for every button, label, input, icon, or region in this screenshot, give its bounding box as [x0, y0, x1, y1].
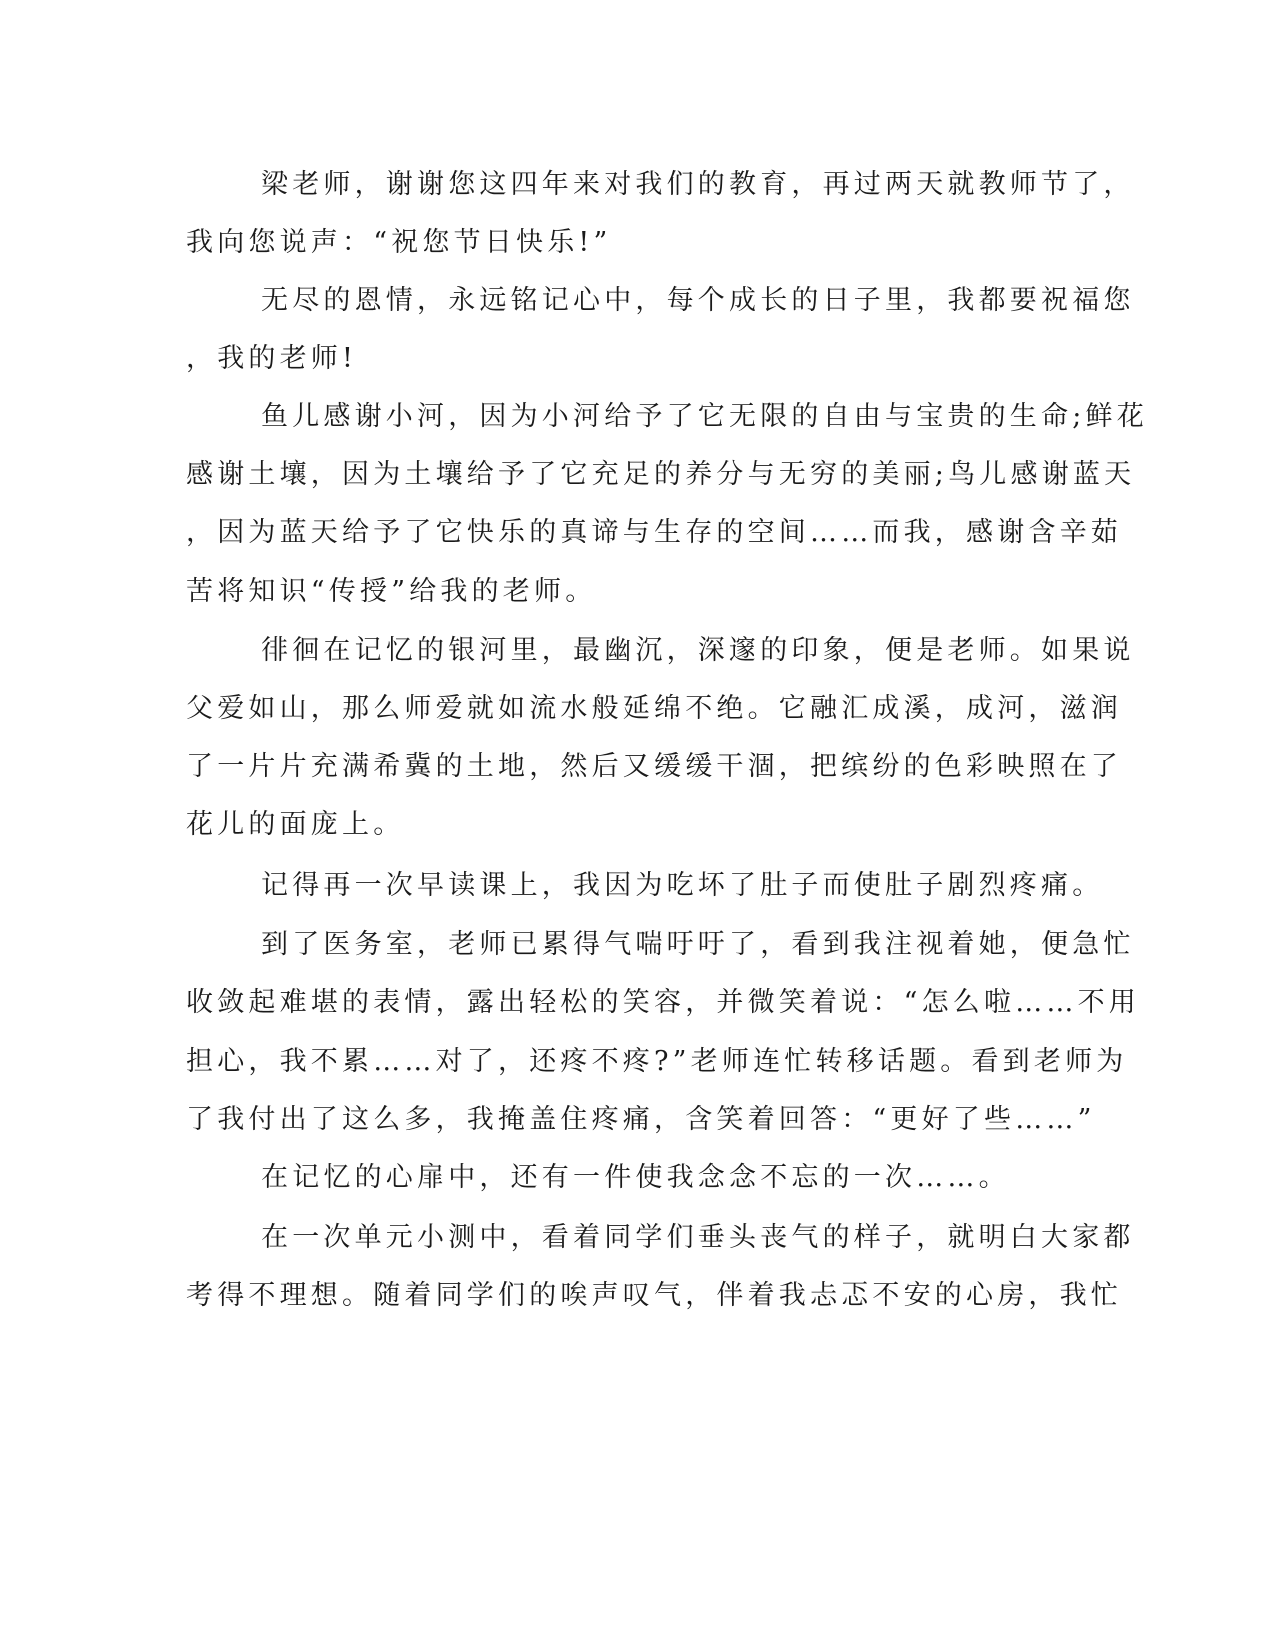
text-line: 记得再一次早读课上，我因为吃坏了肚子而使肚子剧烈疼痛。 [261, 870, 1104, 901]
text-line: 苦将知识“传授”给我的老师。 [186, 576, 597, 607]
text-line: 感谢土壤，因为土壤给予了它充足的养分与无穷的美丽;鸟儿感谢蓝天 [186, 459, 1136, 490]
text-line: ，因为蓝天给予了它快乐的真谛与生存的空间……而我，感谢含辛茹 [186, 517, 1122, 548]
text-line: 在记忆的心扉中，还有一件使我念念不忘的一次……。 [261, 1162, 1010, 1193]
text-line: 了一片片充满希冀的土地，然后又缓缓干涸，把缤纷的色彩映照在了 [186, 751, 1122, 782]
text-line: 梁老师，谢谢您这四年来对我们的教育，再过两天就教师节了， [261, 169, 1135, 200]
text-line: 我向您说声：“祝您节日快乐!” [186, 227, 612, 258]
text-line: 考得不理想。随着同学们的唉声叹气，伴着我忐忑不安的心房，我忙 [186, 1280, 1122, 1311]
text-line: 无尽的恩情，永远铭记心中，每个成长的日子里，我都要祝福您 [261, 285, 1135, 316]
text-line: 到了医务室，老师已累得气喘吁吁了，看到我注视着她，便急忙 [261, 929, 1135, 960]
text-line: 花儿的面庞上。 [186, 809, 405, 840]
text-line: ，我的老师! [186, 343, 358, 374]
text-line: 担心，我不累……对了，还疼不疼?”老师连忙转移话题。看到老师为 [186, 1046, 1128, 1077]
text-line: 收敛起难堪的表情，露出轻松的笑容，并微笑着说：“怎么啦……不用 [186, 987, 1141, 1018]
text-line: 徘徊在记忆的银河里，最幽沉，深邃的印象，便是老师。如果说 [261, 635, 1135, 666]
text-line: 父爱如山，那么师爱就如流水般延绵不绝。它融汇成溪，成河，滋润 [186, 693, 1122, 724]
text-line: 在一次单元小测中，看着同学们垂头丧气的样子，就明白大家都 [261, 1222, 1135, 1253]
text-line: 了我付出了这么多，我掩盖住疼痛，含笑着回答：“更好了些……” [186, 1104, 1096, 1135]
text-line: 鱼儿感谢小河，因为小河给予了它无限的自由与宝贵的生命;鲜花 [261, 401, 1148, 432]
